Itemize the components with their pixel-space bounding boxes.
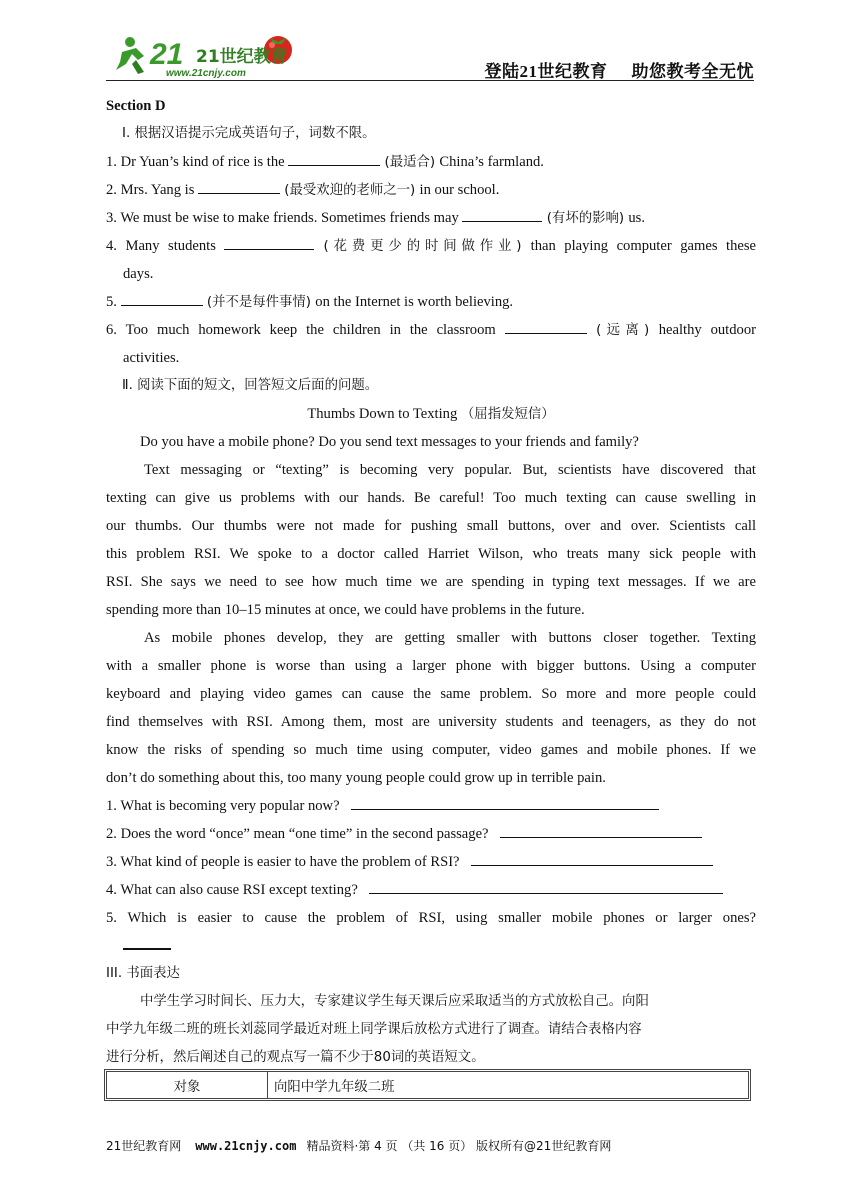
- part3-heading: III. 书面表达: [106, 966, 180, 981]
- item-text: on the Internet is worth believing.: [315, 294, 514, 310]
- answer-blank[interactable]: [505, 318, 587, 334]
- page-footer: [106, 1137, 754, 1154]
- item-text: 1. Dr Yuan’s kind of rice is the: [106, 154, 289, 170]
- item-hint: (花费更少的时间做作业): [314, 239, 531, 254]
- header-slogan: [461, 57, 755, 82]
- writing-prompt-line: 进行分析，然后阐述自己的观点写一篇不少于80词的英语短文。: [106, 1050, 485, 1065]
- svg-text:21世纪教育: 21世纪教育: [196, 47, 288, 67]
- answer-blank[interactable]: [224, 234, 314, 250]
- item-hint: (有坏的影响): [542, 211, 629, 226]
- passage-line: Text messaging or “texting” is becoming very popular. But, scientists have discovered that: [144, 462, 756, 478]
- passage-line: RSI. She says we need to see how much time we are spending in typing text messages. If we are: [106, 574, 756, 590]
- question-text: 2. Does the word “once” mean “one time” in the second passage?: [106, 826, 489, 842]
- logo-graphic: [110, 30, 310, 80]
- item-text: in our school.: [419, 182, 500, 198]
- exercise-item-6: [106, 316, 756, 344]
- answer-blank[interactable]: [471, 850, 713, 866]
- passage-line: don’t do something about this, too many young people could grow up in terrible pain.: [106, 770, 606, 786]
- answer-blank[interactable]: [121, 290, 203, 306]
- passage-line: with a smaller phone is worse than using a larger phone with bigger buttons. Using a computer: [106, 658, 756, 674]
- page-header: [106, 26, 754, 82]
- header-rule: [106, 80, 754, 81]
- question-text: 3. What kind of people is easier to have the problem of RSI?: [106, 854, 460, 870]
- item-hint: (远离): [586, 323, 659, 338]
- logo: [110, 30, 310, 80]
- item-text: 2. Mrs. Yang is: [106, 182, 199, 198]
- exercise-item-4: [106, 232, 756, 260]
- footer-site: 21世纪教育网: [106, 1139, 182, 1153]
- question-5-answer: [106, 932, 756, 960]
- table-label-cell: 对象: [107, 1072, 268, 1099]
- passage-line: spending more than 10–15 minutes at once, we could have problems in the future.: [106, 602, 585, 618]
- passage-line: texting can give us problems with our hands. Be careful! Too much texting can cause swelling in: [106, 490, 756, 506]
- passage-line: keyboard and playing video games can cause the same problem. So more and more people could: [106, 686, 756, 702]
- exercise-item-2: [106, 176, 756, 204]
- passage-title-en: Thumbs Down to Texting: [307, 406, 458, 422]
- passage-line: find themselves with RSI. Among them, most are university students and teenagers, as they do not: [106, 714, 756, 730]
- exercise-item-6-cont: activities.: [123, 350, 180, 366]
- table-value-cell: 向阳中学九年级二班: [268, 1072, 749, 1099]
- part2-heading: Ⅱ. 阅读下面的短文，回答短文后面的问题。: [122, 378, 379, 393]
- document-body: [106, 92, 756, 1072]
- answer-blank[interactable]: [369, 878, 723, 894]
- item-hint: (最适合): [380, 155, 440, 170]
- question-text: 4. What can also cause RSI except texting?: [106, 882, 358, 898]
- passage-line: our thumbs. Our thumbs were not made for pushing small buttons, over and over. Scientists call: [106, 518, 756, 534]
- item-text: 6. Too much homework keep the children in the classroom: [106, 322, 505, 338]
- part1-heading: Ⅰ. 根据汉语提示完成英语句子，词数不限。: [122, 126, 376, 141]
- item-text: than playing computer games these: [530, 238, 757, 254]
- exercise-item-5: [106, 288, 756, 316]
- passage-title-zh: （屈指发短信）: [460, 407, 555, 422]
- item-text: 4. Many students: [106, 238, 225, 254]
- svg-text:www.21cnjy.com: www.21cnjy.com: [166, 68, 246, 79]
- item-text: 5.: [106, 294, 121, 310]
- answer-blank[interactable]: [351, 794, 659, 810]
- slogan-left: 登陆21世纪教育: [484, 62, 608, 81]
- table-outer-border: [104, 1069, 751, 1101]
- question-2: [106, 820, 756, 848]
- slogan-right: 助您教考全无忧: [631, 62, 754, 81]
- question-3: [106, 848, 756, 876]
- item-text: healthy outdoor: [658, 322, 756, 338]
- item-text: us.: [628, 210, 645, 226]
- item-hint: (最受欢迎的老师之一): [280, 183, 420, 198]
- passage-line: As mobile phones develop, they are getting smaller with buttons closer together. Texting: [144, 630, 756, 646]
- question-5: 5. Which is easier to cause the problem of RSI, using smaller mobile phones or larger ones?: [106, 910, 756, 926]
- svg-text:21: 21: [150, 38, 184, 71]
- item-text: China’s farmland.: [439, 154, 544, 170]
- passage-line: this problem RSI. We spoke to a doctor called Harriet Wilson, who treats many sick people with: [106, 546, 756, 562]
- answer-blank[interactable]: [500, 822, 702, 838]
- writing-prompt-line: 中学九年级二班的班长刘蕊同学最近对班上同学课后放松方式进行了调查。请结合表格内容: [106, 1022, 642, 1037]
- answer-blank[interactable]: [123, 942, 171, 950]
- item-text: 3. We must be wise to make friends. Sometimes friends may: [106, 210, 463, 226]
- question-1: [106, 792, 756, 820]
- answer-blank[interactable]: [288, 150, 380, 166]
- passage-line: Do you have a mobile phone? Do you send text messages to your friends and family?: [140, 434, 639, 450]
- passage-line: know the risks of spending so much time using computer, video games and mobile phones. If we: [106, 742, 756, 758]
- section-title: Section D: [106, 98, 166, 114]
- writing-prompt-line: 中学生学习时间长、压力大，专家建议学生每天课后应采取适当的方式放松自己。向阳: [140, 994, 649, 1009]
- answer-blank[interactable]: [198, 178, 280, 194]
- item-hint: (并不是每件事情): [202, 295, 316, 310]
- answer-blank[interactable]: [462, 206, 542, 222]
- exercise-item-4-cont: days.: [123, 266, 154, 282]
- question-text: 1. What is becoming very popular now?: [106, 798, 340, 814]
- footer-url[interactable]: www.21cnjy.com: [195, 1139, 297, 1153]
- exercise-item-1: [106, 148, 756, 176]
- exercise-item-3: [106, 204, 756, 232]
- question-4: [106, 876, 756, 904]
- passage-title: [106, 400, 756, 428]
- footer-info: 精品资料·第 4 页 （共 16 页） 版权所有@21世纪教育网: [306, 1139, 612, 1153]
